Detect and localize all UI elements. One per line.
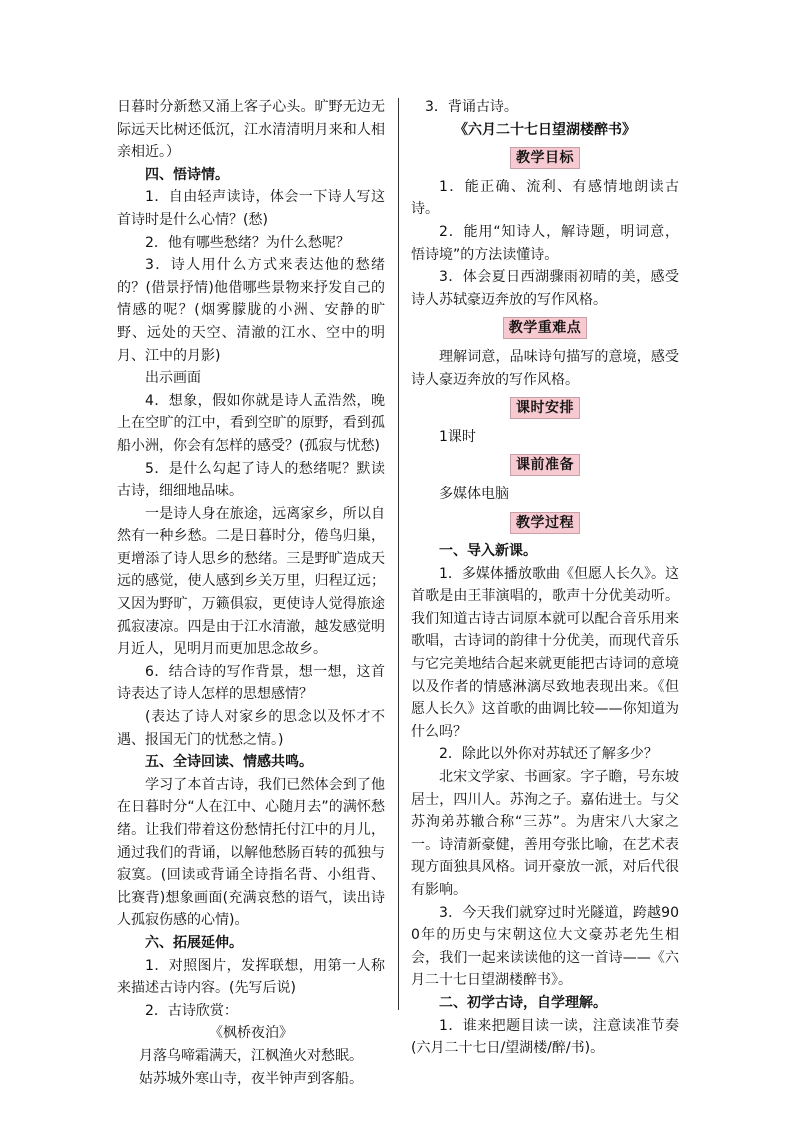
- section-heading: 五、全诗回读、情感共鸣。: [145, 754, 313, 771]
- question: 5．是什么勾起了诗人的愁绪呢？默读古诗，细细地品味。: [117, 460, 385, 500]
- question: 2．除此以外你对苏轼还了解多少？: [439, 746, 658, 763]
- lesson-title: 《六月二十七日望湖楼醉书》: [454, 121, 636, 138]
- poem-line: 月落乌啼霜满天，江枫渔火对愁眠。: [139, 1047, 363, 1064]
- question: 2．他有哪些愁绪？为什么愁呢？: [145, 234, 350, 251]
- schedule-text: 1课时: [439, 428, 476, 445]
- right-column: [411, 96, 679, 1060]
- key-points-text: 理解词意，品味诗句描写的意境，感受诗人豪迈奔放的写作风格。: [411, 348, 679, 388]
- preparation-text: 多媒体电脑: [439, 485, 509, 502]
- paragraph: 北宋文学家、书画家。字子瞻，号东坡居士，四川人。苏洵之子。嘉佑进士。与父苏洵弟苏辙合称“三苏”。为唐宋八大家之一。诗清新豪健，善用夸张比喻，在艺术表现方面独具风格。词开豪放一派，对后代很有影响。: [411, 769, 679, 898]
- goal-item: 3．体会夏日西湖骤雨初晴的美，感受诗人苏轼豪迈奔放的写作风格。: [411, 269, 679, 308]
- paragraph: 学习了本首古诗，我们已然体会到了他在日暮时分“人在江中、心随月去”的满怀愁绪。让我们带着这份愁情托付江中的月儿，通过我们的背诵，以解他愁肠百转的孤独与寂寞。(回读或背诵全诗指名背、小组背、比赛背)想象画面(充满哀愁的语气，读出诗人孤寂伤感的心情)。: [117, 776, 385, 929]
- paragraph: 3．今天我们就穿过时光隧道，跨越900年的历史与宋朝这位大文豪苏老先生相会，我们一起来读读他的这一首诗——《六月二十七日望湖楼醉书》。: [411, 904, 679, 989]
- paragraph: 1．多媒体播放歌曲《但愿人长久》。这首歌是由王菲演唱的，歌声十分优美动听。我们知道古诗古词原本就可以配合音乐用来歌唱，古诗词的韵律十分优美，而现代音乐与它完美地结合起来就更能把古诗词的意境以及作者的情感淋漓尽致地表现出来。《但愿人长久》这首歌的曲调比较——你知道为什么吗？: [411, 565, 679, 740]
- section-badge-key-points: 教学重难点: [503, 317, 588, 339]
- question: 6．结合诗的写作背景，想一想，这首诗表达了诗人怎样的思想感情？: [117, 663, 385, 703]
- goal-item: 2．能用“知诗人，解诗题，明词意，悟诗境”的方法读懂诗。: [411, 223, 679, 263]
- exercise: 1．对照图片，发挥联想，用第一人称来描述古诗内容。(先写后说): [117, 957, 385, 997]
- question: 4．想象，假如你就是诗人孟浩然，晚上在空旷的江中，看到空旷的原野，看到孤船小洲，你会有怎样的感受？(孤寂与忧愁): [117, 392, 385, 454]
- section-badge-schedule: 课时安排: [510, 397, 580, 419]
- paragraph: 1．谁来把题目读一读，注意读准节奏(六月二十七日/望湖楼/醉/书)。: [411, 1017, 679, 1057]
- section-badge-goals: 教学目标: [510, 147, 580, 169]
- question: 1．自由轻声读诗，体会一下诗人写这首诗时是什么心情？(愁): [117, 189, 385, 228]
- exercise: 3．背诵古诗。: [425, 99, 518, 115]
- section-heading: 六、拓展延伸。: [145, 934, 243, 951]
- section-badge-process: 教学过程: [510, 512, 580, 534]
- answer: 一是诗人身在旅途，远离家乡，所以自然有一种乡愁。二是日暮时分，倦鸟归巢，更增添了诗人思乡的愁绪。三是野旷造成天远的感觉，使人感到乡关万里，归程辽远；又因为野旷，万籁俱寂，更使诗人觉得旅途孤寂凄凉。四是由于江水清澈，越发感觉明月近人，见明月而更加思念故乡。: [117, 505, 385, 658]
- section-badge-preparation: 课前准备: [510, 454, 580, 476]
- exercise: 2．古诗欣赏：: [145, 1002, 238, 1019]
- section-heading: 四、悟诗情。: [145, 166, 229, 183]
- section-heading: 二、初学古诗，自学理解。: [439, 994, 607, 1011]
- answer: (表达了诗人对家乡的思念以及怀才不遇、报国无门的忧愁之情。): [117, 709, 385, 748]
- question: 3．诗人用什么方式来表达他的愁绪的？(借景抒情)他借哪些景物来抒发自己的情感的呢？(烟雾朦胧的小洲、安静的旷野、远处的天空、清澈的江水、空中的明月、江中的月影): [117, 257, 385, 364]
- paragraph: 日暮时分新愁又涌上客子心头。旷野无边无际远天比树还低沉，江水清清明月来和人相亲相近。）: [117, 99, 385, 161]
- section-heading: 一、导入新课。: [439, 543, 537, 560]
- poem-title: 《枫桥夜泊》: [209, 1025, 293, 1042]
- instruction: 出示画面: [145, 370, 201, 387]
- left-column: [117, 96, 385, 1090]
- goal-item: 1．能正确、流利、有感情地朗读古诗。: [411, 178, 679, 218]
- poem-line: 姑苏城外寒山寺，夜半钟声到客船。: [139, 1070, 363, 1087]
- column-divider: [398, 98, 399, 1010]
